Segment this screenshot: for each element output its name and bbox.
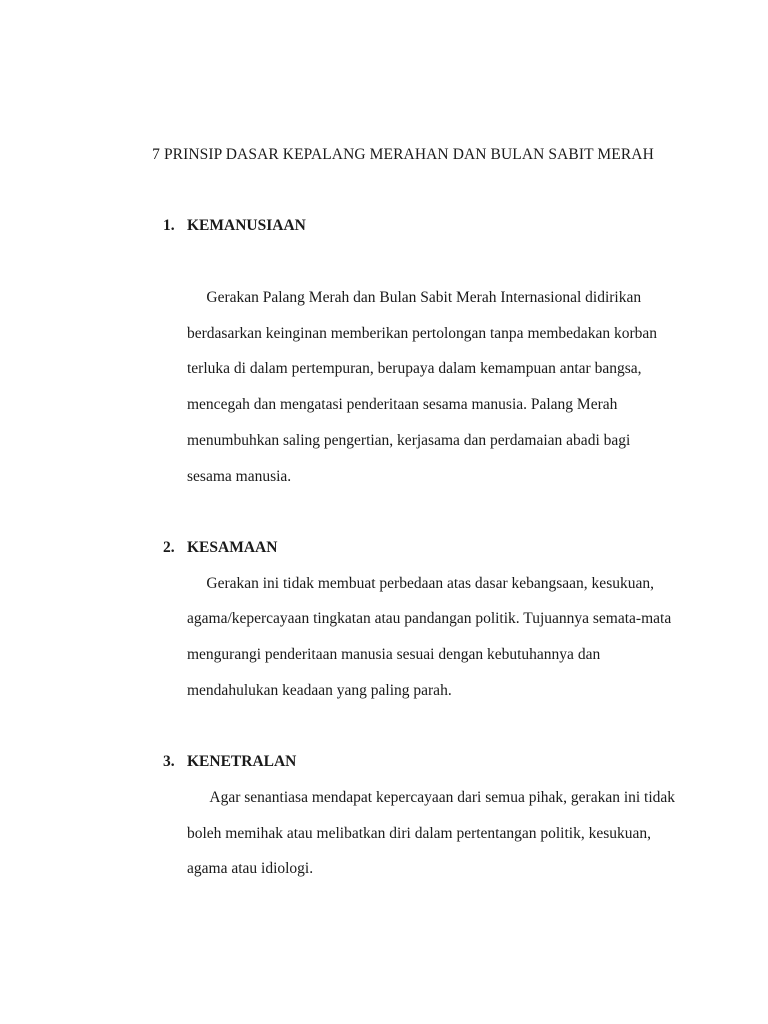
paragraph-line: Agar senantiasa mendapat kepercayaan dari semua pihak, gerakan ini tidak bbox=[187, 789, 676, 806]
section-title: KEMANUSIAAN bbox=[187, 217, 306, 234]
section-heading-kemanusiaan bbox=[163, 217, 306, 235]
section-number: 3. bbox=[163, 753, 175, 770]
paragraph-line: mendahulukan keadaan yang paling parah. bbox=[187, 682, 452, 699]
section-number: 2. bbox=[163, 539, 175, 556]
paragraph-line: agama/kepercayaan tingkatan atau pandangan politik. Tujuannya semata-mata bbox=[187, 610, 672, 627]
paragraph-line: berdasarkan keinginan memberikan pertolongan tanpa membedakan korban bbox=[187, 325, 657, 342]
document-title: 7 PRINSIP DASAR KEPALANG MERAHAN DAN BULAN SABIT MERAH bbox=[152, 146, 654, 163]
paragraph-line: Gerakan Palang Merah dan Bulan Sabit Merah Internasional didirikan bbox=[187, 289, 642, 306]
paragraph-line: mengurangi penderitaan manusia sesuai dengan kebutuhannya dan bbox=[187, 646, 601, 663]
section-title: KENETRALAN bbox=[187, 753, 297, 770]
paragraph-line: sesama manusia. bbox=[187, 468, 292, 485]
paragraph-line: mencegah dan mengatasi penderitaan sesama manusia. Palang Merah bbox=[187, 396, 618, 413]
section-heading-kenetralan bbox=[163, 753, 296, 771]
section-heading-kesamaan bbox=[163, 539, 277, 557]
paragraph-line: boleh memihak atau melibatkan diri dalam pertentangan politik, kesukuan, bbox=[187, 825, 652, 842]
paragraph-line: Gerakan ini tidak membuat perbedaan atas dasar kebangsaan, kesukuan, bbox=[187, 575, 654, 592]
section-title: KESAMAAN bbox=[187, 539, 278, 556]
paragraph-line: agama atau idiologi. bbox=[187, 860, 314, 877]
paragraph-line: menumbuhkan saling pengertian, kerjasama dan perdamaian abadi bagi bbox=[187, 432, 631, 449]
section-number: 1. bbox=[163, 217, 175, 234]
paragraph-line: terluka di dalam pertempuran, berupaya dalam kemampuan antar bangsa, bbox=[187, 360, 642, 377]
